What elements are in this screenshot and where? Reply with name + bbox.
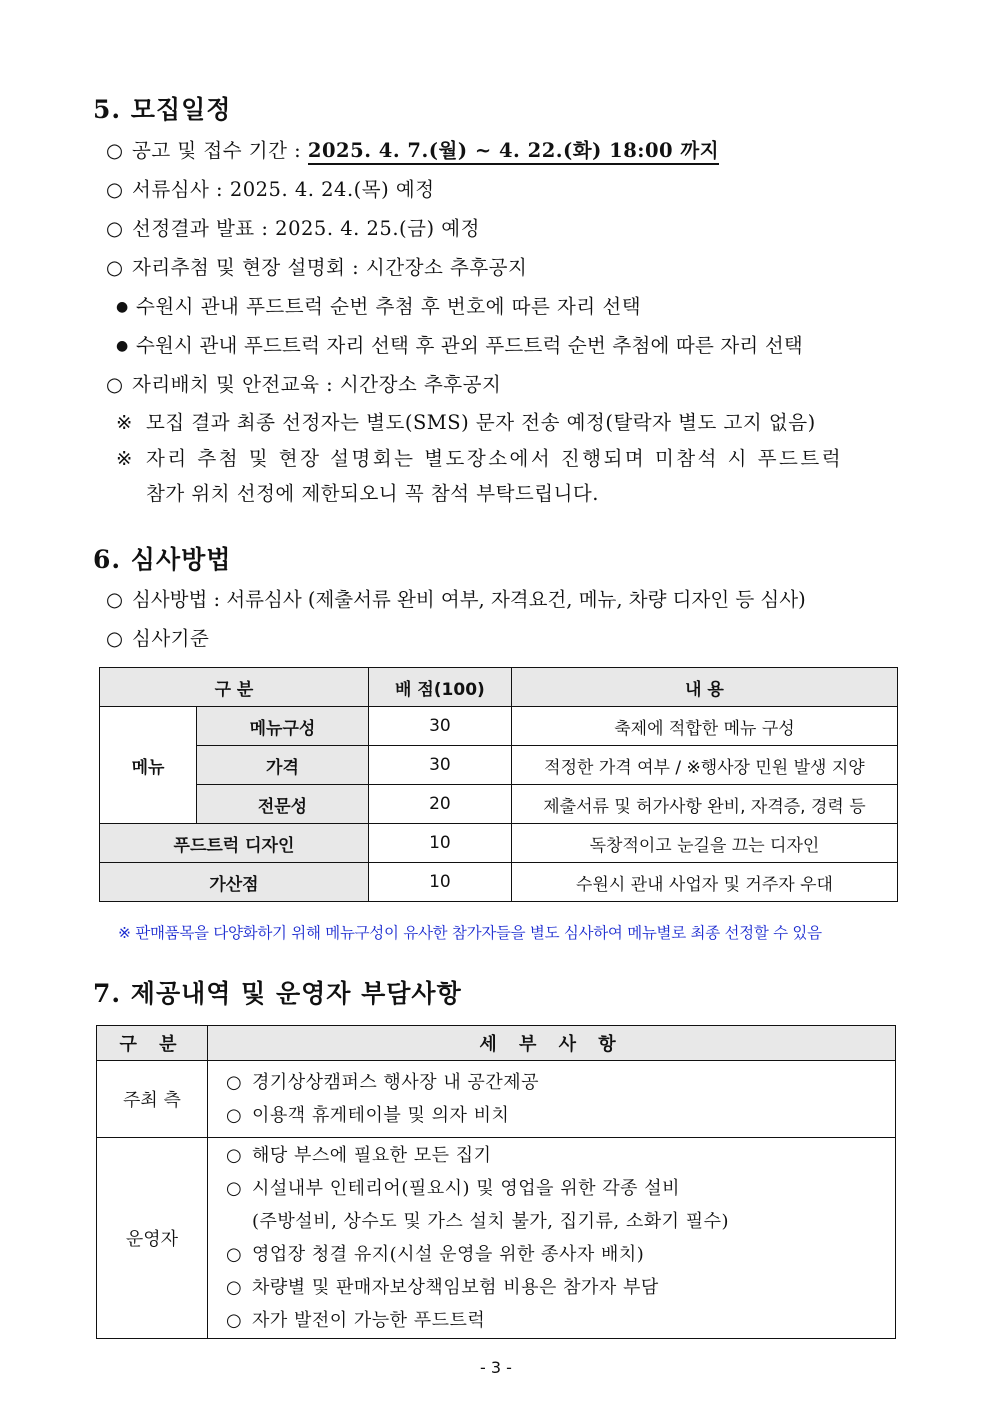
circle-icon: ○ — [226, 1244, 243, 1265]
note-item — [116, 407, 816, 435]
table-header-row — [97, 1026, 896, 1061]
item-text: 경기상상캠퍼스 행사장 내 공간제공 — [252, 1072, 539, 1093]
table-row-host — [97, 1061, 896, 1138]
criteria-table — [99, 667, 898, 902]
selection-footnote: ※ 판매품목을 다양화하기 위해 메뉴구성이 유사한 참가자들을 별도 심사하여 메뉴별로 최종 선정할 수 있음 — [118, 924, 822, 942]
item-text: 해당 부스에 필요한 모든 집기 — [252, 1145, 492, 1166]
circle-icon: ○ — [226, 1072, 243, 1093]
header-category: 구 분 — [100, 668, 369, 707]
content: 수원시 관내 사업자 및 거주자 우대 — [511, 863, 897, 902]
table-row — [100, 707, 898, 746]
circle-icon: ○ — [106, 217, 124, 240]
bullet-icon: ● — [116, 338, 129, 354]
host-label: 주최 측 — [97, 1061, 208, 1138]
method-text: 심사방법 : 서류심사 (제출서류 완비 여부, 자격요건, 메뉴, 차량 디자인 등 심사) — [132, 588, 806, 611]
operator-label: 운영자 — [97, 1138, 208, 1339]
list-item — [226, 1139, 895, 1172]
list-item — [226, 1304, 895, 1337]
schedule-item-application — [106, 135, 719, 163]
note-text: 모집 결과 최종 선정자는 별도(SMS) 문자 전송 예정(탈락자 별도 고지 없음) — [146, 411, 816, 434]
circle-icon: ○ — [226, 1178, 243, 1199]
category: 푸드트럭 디자인 — [100, 824, 369, 863]
circle-icon: ○ — [226, 1105, 243, 1126]
bullet-text: 수원시 관내 푸드트럭 순번 추첨 후 번호에 따른 자리 선택 — [136, 295, 642, 318]
criteria-item — [106, 623, 209, 651]
header-score: 배 점(100) — [368, 668, 511, 707]
menu-category: 메뉴 — [100, 707, 197, 824]
circle-icon: ○ — [106, 178, 124, 201]
table-row — [100, 824, 898, 863]
method-item — [106, 584, 806, 612]
schedule-item-result — [106, 213, 480, 241]
content: 제출서류 및 허가사항 완비, 자격증, 경력 등 — [511, 785, 897, 824]
header-content: 내 용 — [511, 668, 897, 707]
score: 10 — [368, 863, 511, 902]
item-text: 시설내부 인테리어(필요시) 및 영업을 위한 각종 설비 — [252, 1178, 681, 1199]
table-row-operator — [97, 1138, 896, 1339]
item-text: 자가 발전이 가능한 푸드트럭 — [252, 1310, 486, 1331]
host-items — [208, 1061, 896, 1138]
operator-items — [208, 1138, 896, 1339]
bullet-text: 수원시 관내 푸드트럭 자리 선택 후 관외 푸드트럭 순번 추첨에 따른 자리 선택 — [136, 334, 803, 357]
page-number: - 3 - — [480, 1358, 512, 1377]
schedule-text: 자리추첨 및 현장 설명회 : 시간장소 추후공지 — [132, 256, 528, 279]
header-details: 세 부 사 항 — [208, 1026, 896, 1061]
table-row — [100, 746, 898, 785]
schedule-item-lottery — [106, 252, 527, 280]
list-item — [226, 1238, 895, 1271]
bullet-item — [116, 291, 641, 319]
score: 30 — [368, 707, 511, 746]
subcategory: 메뉴구성 — [197, 707, 369, 746]
circle-icon: ○ — [106, 139, 124, 162]
criteria-text: 심사기준 — [132, 627, 210, 650]
application-period: 2025. 4. 7.(월) ~ 4. 22.(화) 18:00 까지 — [308, 139, 719, 165]
section-5-title: 5. 모집일정 — [93, 95, 232, 124]
score: 20 — [368, 785, 511, 824]
circle-icon: ○ — [106, 627, 124, 650]
score: 30 — [368, 746, 511, 785]
bullet-item — [116, 330, 803, 358]
item-text: 이용객 휴게테이블 및 의자 비치 — [252, 1105, 510, 1126]
bullet-icon: ● — [116, 299, 129, 315]
subcategory: 전문성 — [197, 785, 369, 824]
provision-table — [96, 1025, 896, 1339]
note-item — [116, 443, 843, 471]
schedule-text: 서류심사 : 2025. 4. 24.(목) 예정 — [132, 178, 435, 201]
content: 축제에 적합한 메뉴 구성 — [511, 707, 897, 746]
subcategory: 가격 — [197, 746, 369, 785]
list-item-continuation: (주방설비, 상수도 및 가스 설치 불가, 집기류, 소화기 필수) — [252, 1211, 730, 1232]
circle-icon: ○ — [226, 1310, 243, 1331]
schedule-label: 공고 및 접수 기간 : — [132, 139, 308, 162]
note-continuation: 참가 위치 선정에 제한되오니 꼭 참석 부탁드립니다. — [146, 482, 599, 505]
content: 적정한 가격 여부 / ※행사장 민원 발생 지양 — [511, 746, 897, 785]
category: 가산점 — [100, 863, 369, 902]
list-item — [226, 1271, 895, 1304]
item-text: 영업장 청결 유지(시설 운영을 위한 종사자 배치) — [252, 1244, 645, 1265]
list-item — [226, 1066, 895, 1099]
table-header-row — [100, 668, 898, 707]
table-row — [100, 863, 898, 902]
schedule-text: 선정결과 발표 : 2025. 4. 25.(금) 예정 — [132, 217, 480, 240]
item-text: 차량별 및 판매자보상책임보험 비용은 참가자 부담 — [252, 1277, 659, 1298]
table-row — [100, 785, 898, 824]
header-category: 구 분 — [97, 1026, 208, 1061]
circle-icon: ○ — [106, 373, 124, 396]
section-6-title: 6. 심사방법 — [93, 545, 232, 574]
circle-icon: ○ — [106, 256, 124, 279]
circle-icon: ○ — [226, 1145, 243, 1166]
note-icon: ※ — [116, 447, 133, 470]
circle-icon: ○ — [106, 588, 124, 611]
schedule-text: 자리배치 및 안전교육 : 시간장소 추후공지 — [132, 373, 502, 396]
circle-icon: ○ — [226, 1277, 243, 1298]
schedule-item-placement — [106, 369, 501, 397]
schedule-item-screening — [106, 174, 435, 202]
score: 10 — [368, 824, 511, 863]
note-icon: ※ — [116, 411, 133, 434]
content: 독창적이고 눈길을 끄는 디자인 — [511, 824, 897, 863]
section-7-title: 7. 제공내역 및 운영자 부담사항 — [93, 979, 462, 1008]
list-item — [226, 1099, 895, 1132]
note-text: 자리 추첨 및 현장 설명회는 별도장소에서 진행되며 미참석 시 푸드트럭 — [146, 447, 844, 470]
list-item — [226, 1172, 895, 1205]
